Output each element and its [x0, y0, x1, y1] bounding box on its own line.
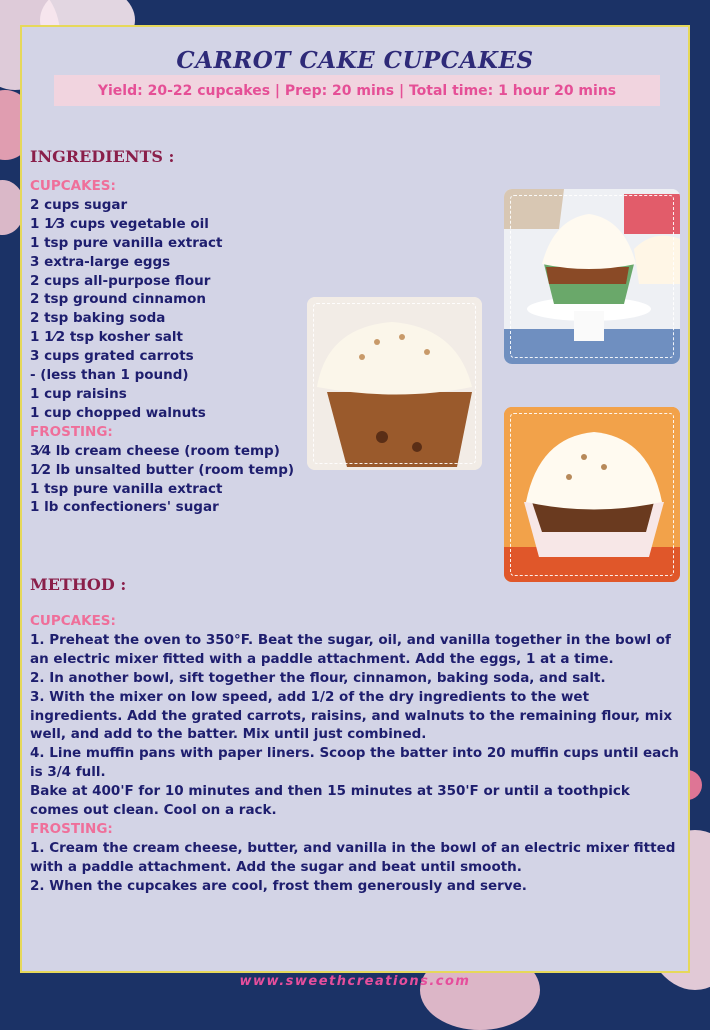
method-step: Bake at 400'F for 10 minutes and then 15 minutes at 350'F or until a toothpick comes out clean. Cool on a rack.	[30, 783, 630, 819]
method-step: 2. When the cupcakes are cool, frost them generously and serve.	[30, 877, 527, 894]
ingredient-item: 2 cups all-purpose flour	[30, 272, 211, 289]
ingredient-item: 2 tsp ground cinnamon	[30, 291, 207, 308]
ingredient-item: 1 cup raisins	[30, 385, 127, 402]
method-step: 1. Preheat the oven to 350°F. Beat the sugar, oil, and vanilla together in the bowl of an electric mixer fitted with a paddle attachment. Add the eggs, 1 at a time.	[30, 631, 671, 667]
ingredient-item: 3 extra-large eggs	[30, 253, 171, 270]
cupcake-steps	[30, 631, 680, 820]
ingredient-item: 3 cups grated carrots	[30, 348, 194, 365]
website-footer: www.sweethcreations.com	[239, 974, 471, 989]
cupcake-photo-orange	[504, 407, 680, 582]
frosting-steps	[30, 839, 680, 896]
method-step: 1. Cream the cream cheese, butter, and vanilla in the bowl of an electric mixer fitted with a paddle attachment. Add the sugar and beat until smooth.	[30, 839, 676, 875]
ingredient-item: 3⁄4 lb cream cheese (room temp)	[30, 442, 280, 459]
ingredient-item: 1 cup chopped walnuts	[30, 404, 206, 421]
ingredient-item: 1 lb confectioners' sugar	[30, 499, 219, 516]
ingredient-item: 1 1⁄3 cups vegetable oil	[30, 215, 209, 232]
ingredient-item: - (less than 1 pound)	[30, 367, 189, 384]
yield-banner: Yield: 20-22 cupcakes | Prep: 20 mins | Total time: 1 hour 20 mins	[54, 75, 660, 106]
page-title: CARROT CAKE CUPCAKES	[176, 47, 534, 74]
method-step: 4. Line muffin pans with paper liners. Scoop the batter into 20 muffin cups until each is 3/4 full.	[30, 745, 679, 781]
method-step: 2. In another bowl, sift together the flour, cinnamon, baking soda, and salt.	[30, 669, 606, 686]
ingredient-item: 1 tsp pure vanilla extract	[30, 234, 223, 251]
ingredients-list	[30, 177, 294, 517]
ingredients-heading: INGREDIENTS :	[30, 147, 175, 166]
ingredient-item: 1⁄2 lb unsalted butter (room temp)	[30, 461, 295, 478]
frosting-subheading: FROSTING:	[30, 423, 113, 440]
method-step: 3. With the mixer on low speed, add 1/2 of the dry ingredients to the wet ingredients. Add the grated carrots, raisins, and walnuts to the remaining flour, mix well, and add to the batter. Mix until just combined.	[30, 688, 673, 743]
cupcake-photo-stand	[504, 189, 680, 364]
ingredient-item: 1 1⁄2 tsp kosher salt	[30, 329, 183, 346]
ingredient-item: 2 cups sugar	[30, 196, 128, 213]
method-heading: METHOD :	[30, 575, 127, 594]
ingredient-item: 2 tsp baking soda	[30, 310, 166, 327]
ingredient-item: 1 tsp pure vanilla extract	[30, 480, 223, 497]
recipe-card	[20, 25, 690, 973]
method-section	[30, 612, 680, 896]
cupcake-photo-bitten	[307, 297, 482, 470]
cupcakes-subheading: CUPCAKES:	[30, 178, 116, 194]
method-frosting-label: FROSTING:	[30, 820, 113, 837]
method-cupcakes-label: CUPCAKES:	[30, 613, 116, 629]
